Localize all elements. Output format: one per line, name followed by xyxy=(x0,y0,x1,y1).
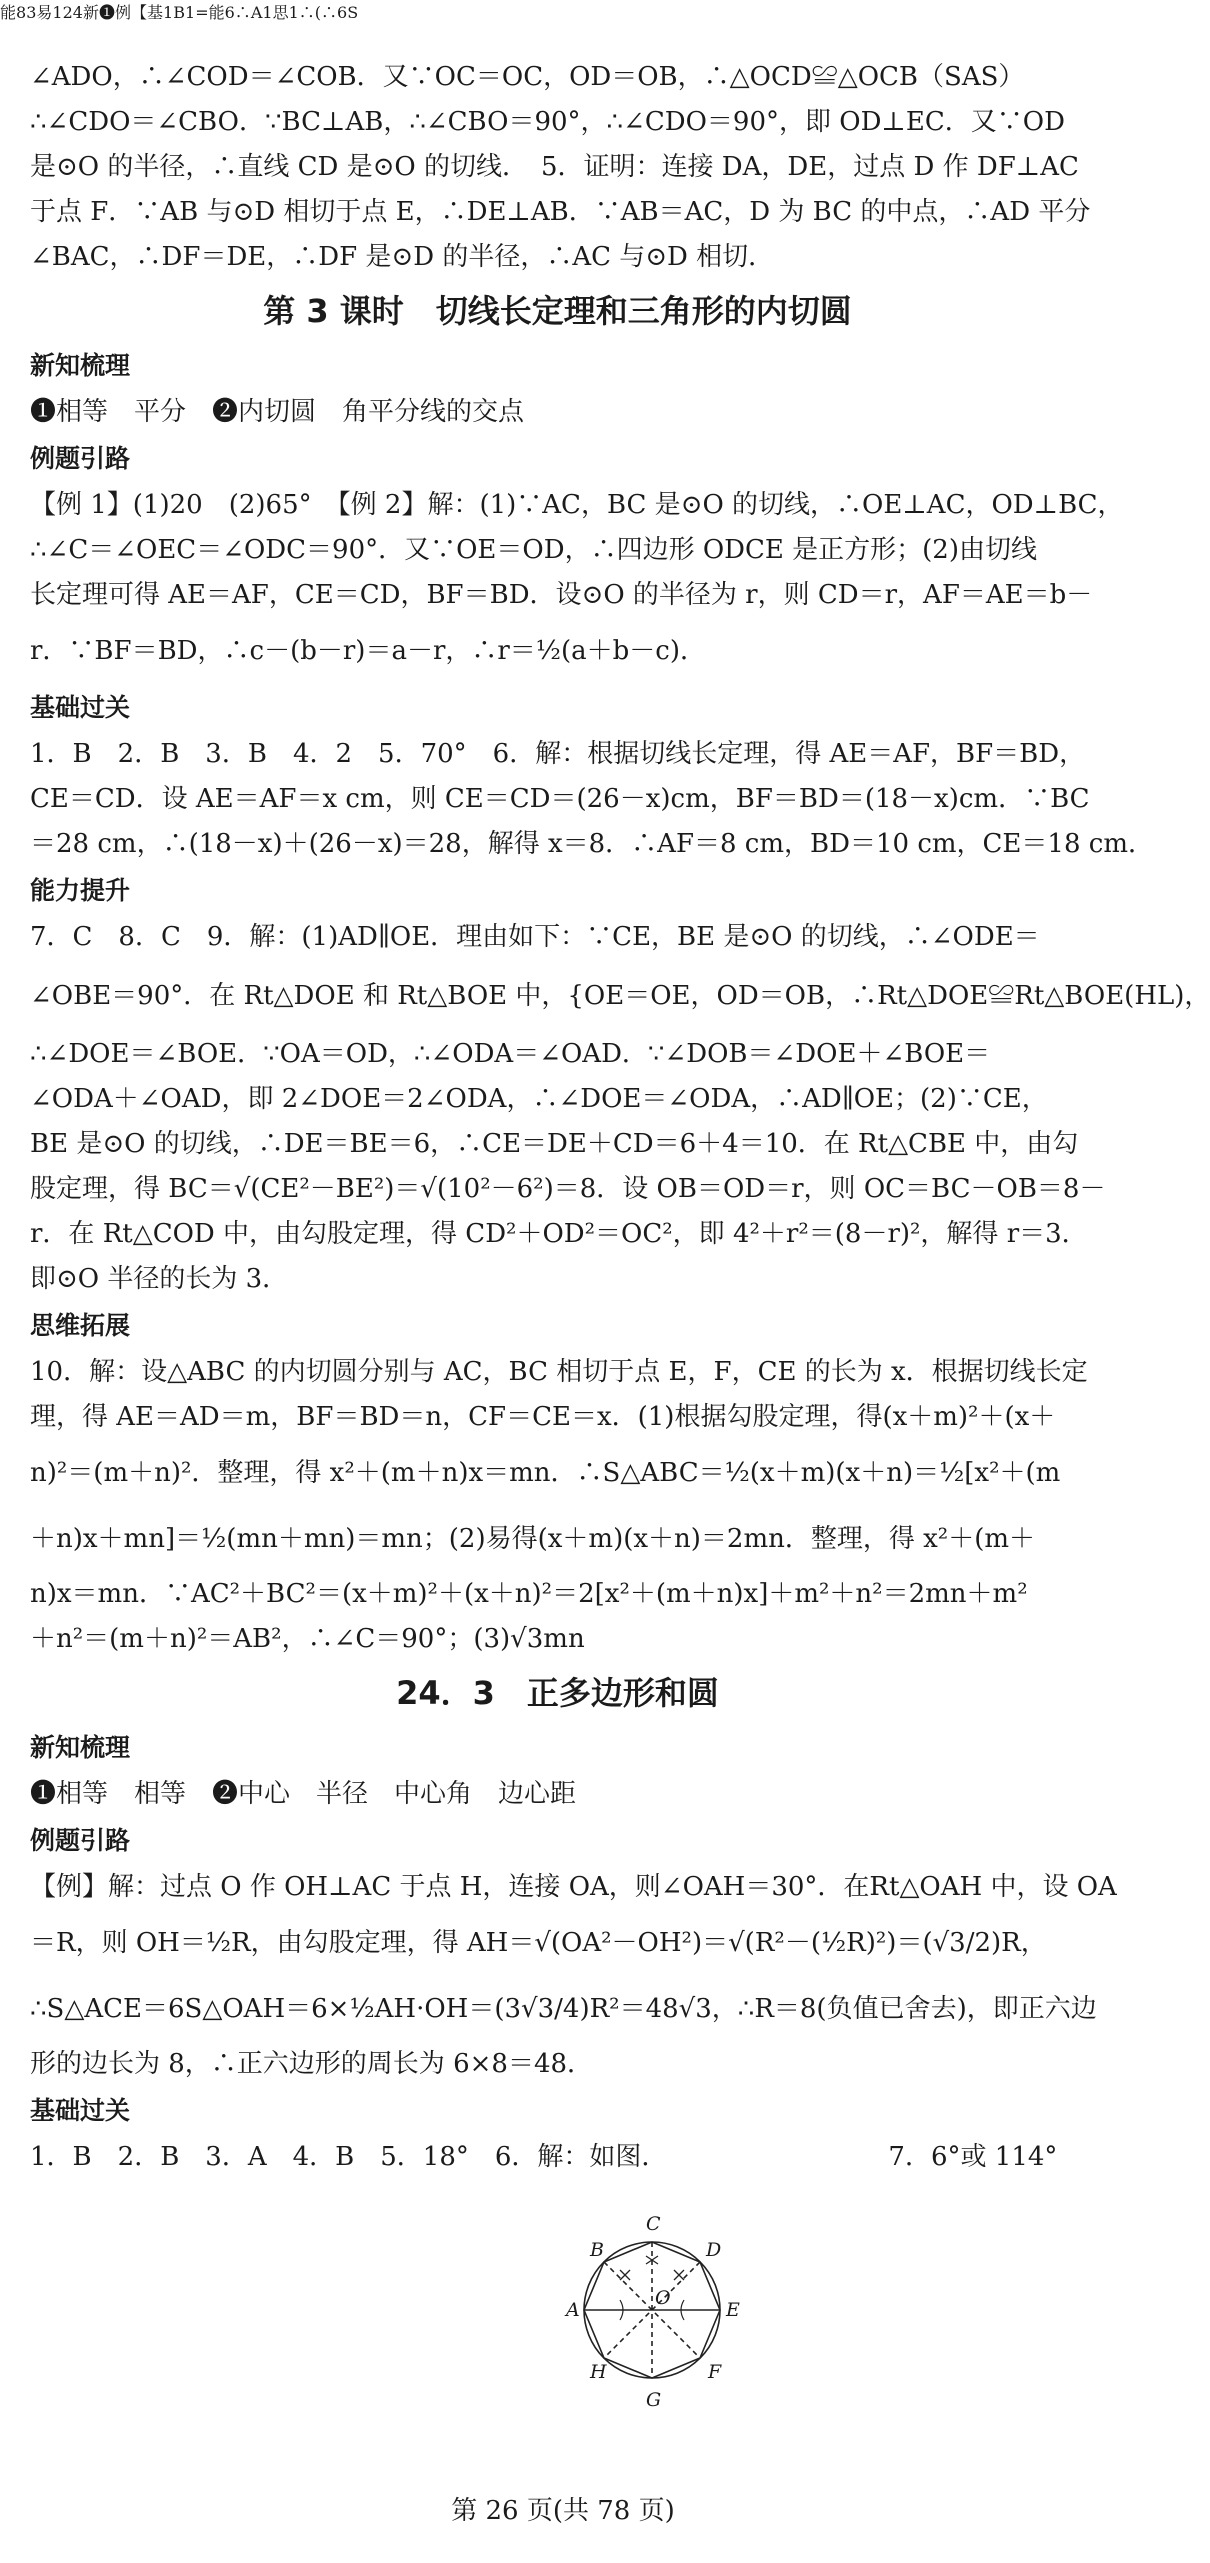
section-heading: 例题引路 xyxy=(30,444,131,473)
edge-glyph: 4 xyxy=(72,3,83,22)
section-title: 24．3 正多边形和圆 xyxy=(396,1674,719,1712)
text-line: 10．解：设△ABC 的内切圆分别与 AC，BC 相切于点 E，F，CE 的长为 x．根据切线长定 xyxy=(30,1357,1088,1387)
section-heading: 例题引路 xyxy=(30,1826,131,1855)
figure-label: H xyxy=(590,2361,607,2383)
edge-glyph: 8 xyxy=(16,3,27,22)
text-line: 理，得 AE＝AD＝m，BF＝BD＝n，CF＝CE＝x．(1)根据勾股定理，得(x＋m)²＋(x＋ xyxy=(30,1402,1056,1432)
section-heading: 新知梳理 xyxy=(30,1733,131,1762)
section-title: 第 3 课时 切线长定理和三角形的内切圆 xyxy=(263,292,852,330)
text-line: r．∵BF＝BD，∴c－(b－r)＝a－r，∴r＝½(a＋b－c)． xyxy=(30,636,707,666)
text-line: 【例 1】(1)20 (2)65° 【例 2】解：(1)∵AC，BC 是⊙O 的切线，∴OE⊥AC，OD⊥BC， xyxy=(30,490,1124,520)
page-footer: 第 26 页(共 78 页) xyxy=(451,2496,675,2526)
edge-glyph: ∴ xyxy=(321,3,338,22)
regular-octagon-figure xyxy=(560,2210,745,2410)
edge-glyph: 2 xyxy=(62,3,73,22)
edge-glyph: ∴ xyxy=(298,3,315,22)
text-line: ＝28 cm，∴(18－x)＋(26－x)＝28，解得 x＝8．∴AF＝8 cm，BD＝10 cm，CE＝18 cm． xyxy=(30,829,1154,859)
text-line: 长定理可得 AE＝AF，CE＝CD，BF＝BD．设⊙O 的半径为 r，则 CD＝r，AF＝AE＝b－ xyxy=(30,580,1093,610)
text-line: 是⊙O 的半径，∴直线 CD 是⊙O 的切线． 5．证明：连接 DA，DE，过点 D 作 DF⊥AC xyxy=(30,152,1079,182)
text-line: n)²＝(m＋n)²．整理，得 x²＋(m＋n)x＝mn．∴S△ABC＝½(x＋m)(x＋n)＝½[x²＋(m xyxy=(30,1458,1061,1488)
edge-glyph: A xyxy=(250,3,263,22)
edge-glyph: ❶ xyxy=(98,3,115,22)
figure-label: A xyxy=(566,2299,580,2321)
figure-label: D xyxy=(706,2239,722,2261)
edge-glyph: ∴ xyxy=(234,3,251,22)
text-line: 7．C 8．C 9．解：(1)AD∥OE．理由如下：∵CE，BE 是⊙O 的切线，∴∠ODE＝ xyxy=(30,922,1040,952)
figure-label: B xyxy=(590,2239,604,2261)
edge-glyph: S xyxy=(347,3,359,22)
edge-glyph: 例 xyxy=(115,3,132,22)
edge-glyph: 1 xyxy=(52,3,63,22)
edge-glyph: 1 xyxy=(288,3,299,22)
figure-label: C xyxy=(646,2213,661,2235)
figure-label: G xyxy=(646,2389,662,2411)
edge-glyph: 1 xyxy=(185,3,196,22)
text-line: ∠OBE＝90°．在 Rt△DOE 和 Rt△BOE 中，{OE＝OE，OD＝OB，∴Rt△DOE≌Rt△BOE(HL)， xyxy=(30,981,1210,1011)
text-line: ∴∠CDO＝∠CBO．∵BC⊥AB，∴∠CBO＝90°，∴∠CDO＝90°，即 OD⊥EC．又∵OD xyxy=(30,107,1065,137)
section-heading: 能力提升 xyxy=(30,876,131,905)
text-line: BE 是⊙O 的切线，∴DE＝BE＝6，∴CE＝DE＋CD＝6＋4＝10．在 Rt△CBE 中，由勾 xyxy=(30,1129,1079,1159)
edge-glyph: 基 xyxy=(147,3,164,22)
edge-glyph: 【 xyxy=(131,3,148,22)
figure-drawing xyxy=(584,2242,720,2378)
section-heading: 基础过关 xyxy=(30,2096,131,2125)
text-line: 1．B 2．B 3．A 4．B 5．18° 6．解：如图． 7．6°或 114° xyxy=(30,2142,1058,2172)
edge-glyph: ( xyxy=(314,3,322,22)
text-line: 1．B 2．B 3．B 4．2 5．70° 6．解：根据切线长定理，得 AE＝AF，BF＝BD， xyxy=(30,739,1086,769)
text-line: ＋n²＝(m＋n)²＝AB²，∴∠C＝90°；(3)√3mn xyxy=(30,1624,585,1654)
text-line: 于点 F．∵AB 与⊙D 相切于点 E，∴DE⊥AB．∵AB＝AC，D 为 BC 的中点，∴AD 平分 xyxy=(30,197,1091,227)
figure-label: O xyxy=(655,2287,671,2309)
text-line: ∴S△ACE＝6S△OAH＝6×½AH·OH＝(3√3/4)R²＝48√3，∴R＝8(负值已舍去)，即正六边 xyxy=(30,1994,1097,2024)
text-line: CE＝CD．设 AE＝AF＝x cm，则 CE＝CD＝(26－x)cm，BF＝BD＝(18－x)cm．∵BC xyxy=(30,784,1090,814)
edge-glyph: 1 xyxy=(163,3,174,22)
edge-glyph: 新 xyxy=(82,3,99,22)
edge-glyph: 易 xyxy=(36,3,53,22)
edge-glyph: 3 xyxy=(26,3,37,22)
edge-glyph: 6 xyxy=(337,3,348,22)
section-heading: 基础过关 xyxy=(30,693,131,722)
text-line: n)x＝mn．∵AC²＋BC²＝(x＋m)²＋(x＋n)²＝2[x²＋(m＋n)x]＋m²＋n²＝2mn＋m² xyxy=(30,1579,1028,1609)
text-line: ＝R，则 OH＝½R，由勾股定理，得 AH＝√(OA²－OH²)＝√(R²－(½R)²)＝(√3/2)R， xyxy=(30,1928,1047,1958)
text-line: 即⊙O 半径的长为 3． xyxy=(30,1264,289,1294)
edge-glyph: = xyxy=(195,3,209,22)
figure-label: F xyxy=(708,2361,722,2383)
edge-glyph: 能 xyxy=(0,3,17,22)
text-line: 【例】解：过点 O 作 OH⊥AC 于点 H，连接 OA，则∠OAH＝30°．在Rt△OAH 中，设 OA xyxy=(30,1872,1117,1902)
edge-glyph: 6 xyxy=(224,3,235,22)
section-heading: 新知梳理 xyxy=(30,351,131,380)
text-line: r．在 Rt△COD 中，由勾股定理，得 CD²＋OD²＝OC²，即 4²＋r²＝(8－r)²，解得 r＝3． xyxy=(30,1219,1088,1249)
text-line: ∴∠C＝∠OEC＝∠ODC＝90°．又∵OE＝OD，∴四边形 ODCE 是正方形；(2)由切线 xyxy=(30,535,1037,565)
text-line: 形的边长为 8，∴正六边形的周长为 6×8＝48． xyxy=(30,2049,594,2079)
section-heading: 思维拓展 xyxy=(30,1311,131,1340)
edge-glyph: B xyxy=(173,3,185,22)
text-line: ❶相等 相等 ❷中心 半径 中心角 边心距 xyxy=(30,1779,577,1809)
text-line: ＋n)x＋mn]＝½(mn＋mn)＝mn；(2)易得(x＋m)(x＋n)＝2mn．整理，得 x²＋(m＋ xyxy=(30,1524,1035,1554)
text-line: ∠ADO，∴∠COD＝∠COB．又∵OC＝OC，OD＝OB，∴△OCD≌△OCB（SAS） xyxy=(30,62,1025,92)
edge-glyph: 1 xyxy=(262,3,273,22)
edge-glyph: 能 xyxy=(208,3,225,22)
text-line: ❶相等 平分 ❷内切圆 角平分线的交点 xyxy=(30,397,525,427)
main-column xyxy=(30,55,1210,2180)
figure-label: E xyxy=(726,2299,740,2321)
text-line: 股定理，得 BC＝√(CE²－BE²)＝√(10²－6²)＝8．设 OB＝OD＝r，则 OC＝BC－OB＝8－ xyxy=(30,1174,1106,1204)
text-line: ∴∠DOE＝∠BOE．∵OA＝OD，∴∠ODA＝∠OAD．∵∠DOB＝∠DOE＋∠BOE＝ xyxy=(30,1039,991,1069)
text-line: ∠BAC，∴DF＝DE，∴DF 是⊙D 的半径，∴AC 与⊙D 相切． xyxy=(30,242,775,272)
edge-glyph: 思 xyxy=(272,3,289,22)
text-line: ∠ODA＋∠OAD，即 2∠DOE＝2∠ODA，∴∠DOE＝∠ODA，∴AD∥OE；(2)∵CE， xyxy=(30,1084,1048,1114)
